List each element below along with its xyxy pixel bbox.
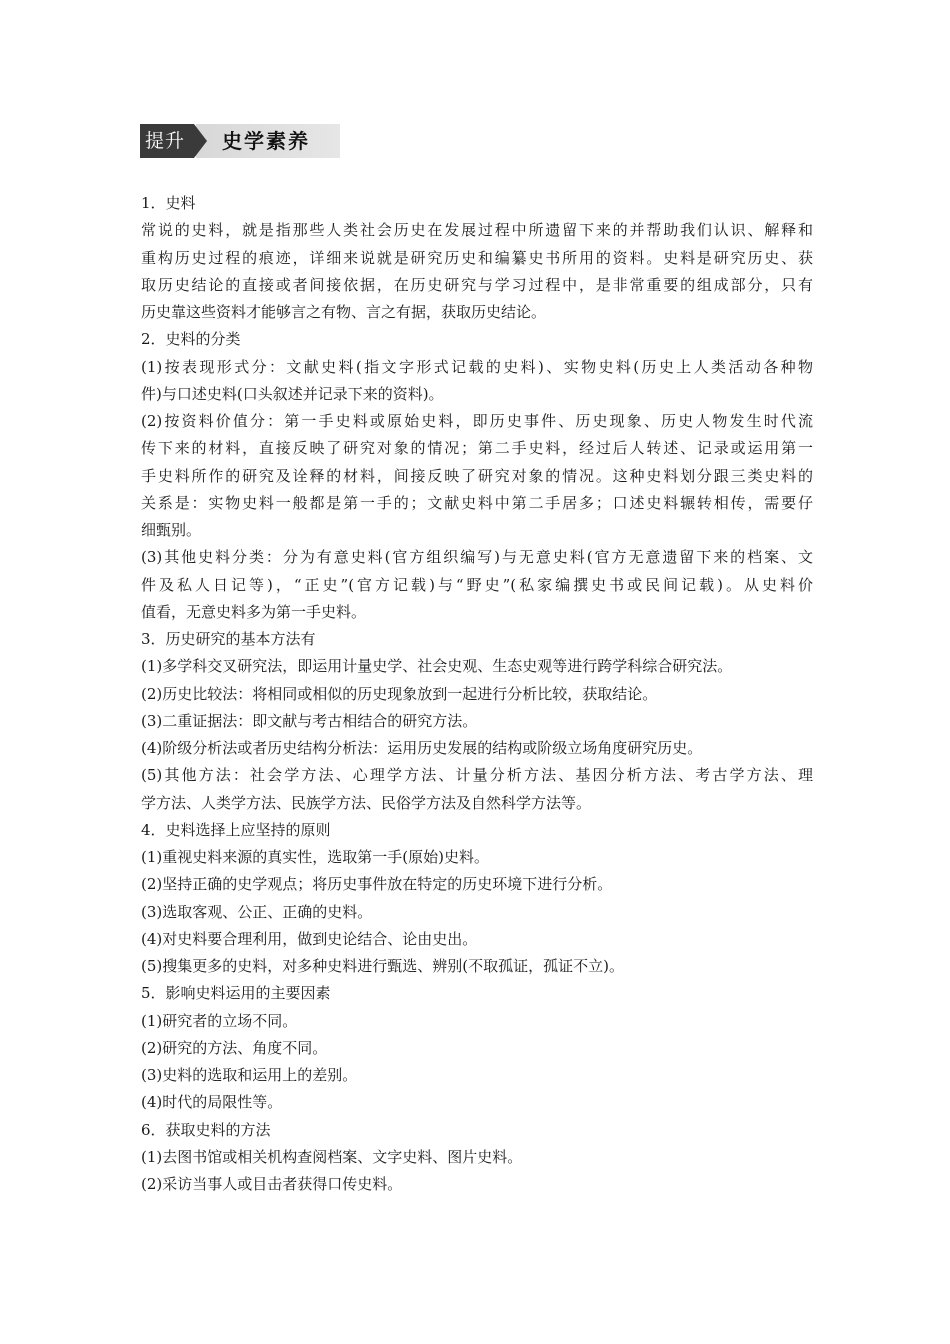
- banner-tab-label: 提升: [145, 130, 186, 152]
- text-line: 件及私人日记等)，“正史”(官方记载)与“野史”(私家编撰史书或民间记载)。从史料价: [141, 575, 813, 594]
- text-line: 件)与口述史料(口头叙述并记录下来的资料)。: [141, 384, 444, 403]
- text-line: (3)二重证据法：即文献与考古相结合的研究方法。: [141, 711, 478, 730]
- text-line: 常说的史料，就是指那些人类社会历史在发展过程中所遗留下来的并帮助我们认识、解释和: [141, 221, 813, 240]
- text-line: 传下来的材料，直接反映了研究对象的情况；第二手史料，经过后人转述、记录或运用第一: [141, 439, 813, 458]
- text-line: 关系是：实物史料一般都是第一手的；文献史料中第二手居多；口述史料辗转相传，需要仔: [141, 493, 813, 512]
- text-line: 历史靠这些资料才能够言之有物、言之有据，获取历史结论。: [141, 303, 547, 321]
- text-line: (1)重视史料来源的真实性，选取第一手(原始)史料。: [141, 848, 489, 866]
- text-line: (4)阶级分析法或者历史结构分析法：运用历史发展的结构或阶级立场角度研究历史。: [141, 739, 703, 757]
- text-line: (4)对史料要合理利用，做到史论结合、论由史出。: [141, 929, 478, 948]
- text-line: 手史料所作的研究及诠释的材料，间接反映了研究对象的情况。这种史料划分跟三类史料的: [141, 466, 813, 485]
- text-line: (5)其他方法：社会学方法、心理学方法、计量分析方法、基因分析方法、考古学方法、理: [141, 766, 813, 785]
- text-line: (2)历史比较法：将相同或相似的历史现象放到一起进行分析比较，获取结论。: [141, 684, 658, 703]
- banner-arrow-icon: [194, 124, 207, 158]
- text-line: (4)时代的局限性等。: [141, 1093, 283, 1112]
- text-line: (1)多学科交叉研究法，即运用计量史学、社会史观、生态史观等进行跨学科综合研究法。: [141, 657, 733, 676]
- heading-5: 5．影响史料运用的主要因素: [141, 984, 331, 1003]
- text-line: (1)研究者的立场不同。: [141, 1011, 298, 1030]
- text-line: (3)选取客观、公正、正确的史料。: [141, 902, 373, 921]
- text-line: (3)史料的选取和运用上的差别。: [141, 1066, 358, 1084]
- heading-6: 6．获取史料的方法: [141, 1120, 271, 1139]
- text-line: (1)去图书馆或相关机构查阅档案、文字史料、图片史料。: [141, 1147, 523, 1166]
- text-line: 值看，无意史料多为第一手史料。: [141, 602, 367, 621]
- text-line: 重构历史过程的痕迹，详细来说就是研究历史和编纂史书所用的资料。史料是研究历史、获: [141, 248, 813, 267]
- text-line: 学方法、人类学方法、民族学方法、民俗学方法及自然科学方法等。: [141, 793, 592, 812]
- text-line: 细甄别。: [141, 521, 202, 539]
- text-line: (2)采访当事人或目击者获得口传史料。: [141, 1175, 403, 1193]
- banner-title: 史学素养: [222, 129, 310, 153]
- heading-1: 1．史料: [141, 194, 196, 212]
- text-line: 取历史结论的直接或者间接依据，在历史研究与学习过程中，是非常重要的组成部分，只有: [141, 275, 813, 294]
- text-line: (2)按资料价值分：第一手史料或原始史料，即历史事件、历史现象、历史人物发生时代流: [141, 412, 813, 430]
- text-line: (3)其他史料分类：分为有意史料(官方组织编写)与无意史料(官方无意遗留下来的档案、文: [141, 548, 813, 567]
- text-line: (2)坚持正确的史学观点；将历史事件放在特定的历史环境下进行分析。: [141, 875, 613, 894]
- text-line: (5)搜集更多的史料，对多种史料进行甄选、辨别(不取孤证，孤证不立)。: [141, 957, 624, 975]
- text-line: (2)研究的方法、角度不同。: [141, 1038, 328, 1057]
- heading-4: 4．史料选择上应坚持的原则: [141, 820, 331, 839]
- text-line: (1)按表现形式分：文献史料(指文字形式记载的史料)、实物史料(历史上人类活动各种物: [141, 357, 813, 376]
- heading-3: 3．历史研究的基本方法有: [141, 630, 316, 648]
- section-banner: [140, 124, 340, 158]
- document-body: [141, 190, 813, 1198]
- heading-2: 2．史料的分类: [141, 330, 241, 349]
